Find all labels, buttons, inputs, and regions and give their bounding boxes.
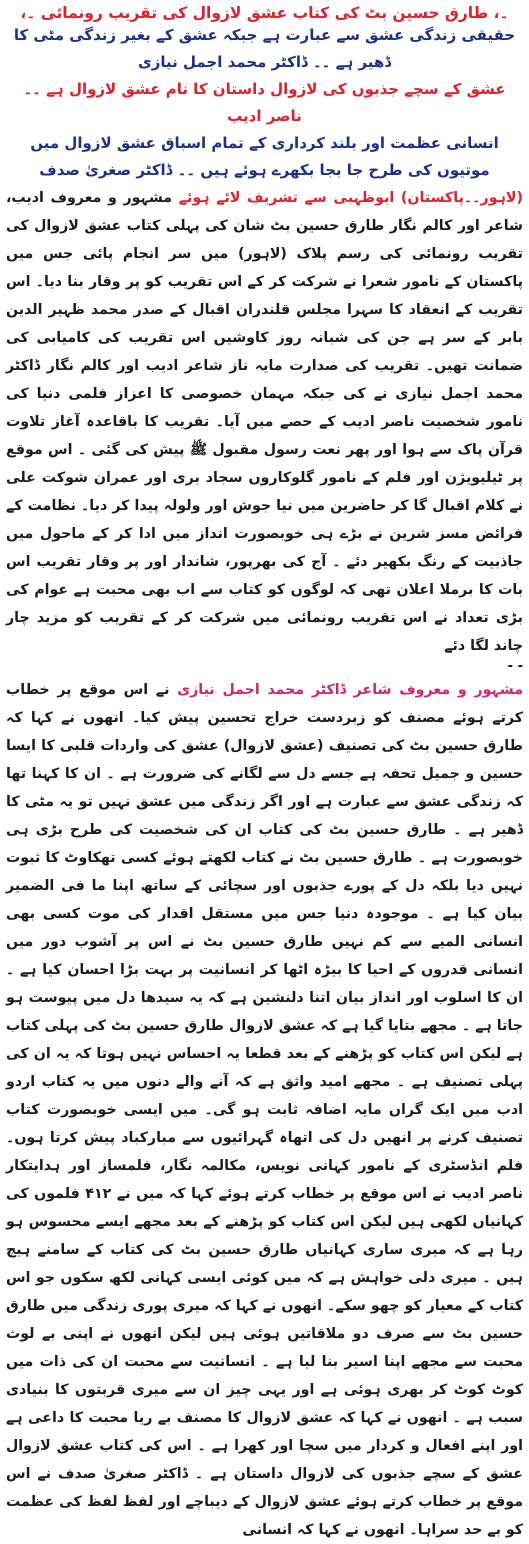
quote-nasir-adeeb: عشق کے سچے جذبوں کی لازوال داستان کا نام عشق لازوال ہے ۔۔ ناصر ادیب — [23, 80, 506, 125]
paragraph-2-lead: مشہور و معروف شاعر ڈاکٹر محمد اجمل نیازی — [177, 682, 523, 698]
article-heading — [6, 4, 523, 184]
quote-sughra-sadaf: انسانی عظمت اور بلند کرداری کے تمام اسباق عشق لازوال میں موتیوں کی طرح جا بجا بکھرے ہوئے ہیں ۔۔ ڈاکٹر صغریٰ صدف — [30, 134, 499, 179]
paragraph-1-lead: (لاہور۔۔پاکستان) ابوظہبی سے تشریف لائے ہوئے — [178, 190, 523, 206]
article-paragraph-1 — [6, 184, 523, 660]
article-title: ۔، طارق حسین بٹ کی کتاب عشق لازوال کی تقریب رونمائی ۔، — [20, 4, 509, 22]
paragraph-2-body: نے اس موقع پر خطاب کرتے ہوئے مصنف کو زبردست خراج تحسین پیش کیا۔ انھوں نے کہا کہ طارق حسین بٹ کی تصنیف (عشق لازوال) عشق کی واردات قلبی کا ایسا حسین و جمیل تحفہ ہے جسے دل سے لگانے کی ضرورت ہے ۔ ان کا کہنا تھا کہ زندگی عشق سے عبارت ہے اور اگر زندگی میں عشق نہیں تو یہ مٹی کا ڈھیر ہے ۔ طارق حسین بٹ کی کتاب ان کی شخصیت کی طرح بڑی ہی خوبصورت ہے ۔ طارق حسین بٹ نے کتاب لکھتے ہوئے کسی تھکاوٹ کا ثبوت نہیں دیا بلکہ دل کے پورے جذبوں اور سچائی کے ساتھ اپنا ما فی الضمیر بیان کیا ہے ۔ موجودہ دنیا جس میں مستقل اقدار کی موت کسی بھی انسانی المیے سے کم نہیں طارق حسین بٹ نے اس پر آشوب دور میں انسانی قدروں کے احیا کا بیڑہ اٹھا کر انسانیت پر بہت بڑا احسان کیا ہے ۔ ان کا اسلوب اور انداز بیان اتنا دلنشین ہے کہ یہ سیدھا دل میں پیوست ہو جاتا ہے ۔ مجھے بتایا گیا ہے کہ عشق لازوال طارق حسین بٹ کی پہلی کتاب ہے لیکن اس کتاب کو پڑھنے کے بعد قطعا یہ احساس نہیں ہوتا کہ یہ ان کی پہلی تصنیف ہے ۔ مجھے امید واثق ہے کہ آنے والے دنوں میں یہ کتاب اردو ادب میں ایک گراں مایہ اضافہ ثابت ہو گی۔ میں ایسی خوبصورت کتاب تصنیف کرنے پر انھیں دل کی اتھاہ گہرائیوں سے مبارکباد پیش کرتا ہوں۔ فلم انڈسٹری کے نامور کہانی نویس، مکالمہ نگار، فلمساز اور ہدایتکار ناصر ادیب نے اس موقع پر خطاب کرتے ہوئے کہا کہ میں نے ۴۱۲ فلموں کی کہانیاں لکھی ہیں لیکن اس کتاب کو پڑھنے کے بعد مجھے ایسے محسوس ہو رہا ہے کہ میری ساری کہانیاں طارق حسین بٹ کی کتاب کے سامنے ہیچ ہیں ۔ میری دلی خواہش ہے کہ میں کوئی ایسی کہانی لکھ سکوں جو اس کتاب کے معیار کو چھو سکے۔ انھوں نے کہا کہ میری پوری زندگی میں طارق حسین بٹ سے صرف دو ملاقاتیں ہوئی ہیں لیکن انھوں نے اپنی بے لوث محبت سے مجھے اپنا اسیر بنا لیا ہے ۔ انسانیت سے محبت ان کی ذات میں کوٹ کوٹ کر بھری ہوئی ہے اور یہی چیز ان سے میری قربتوں کا بنیادی سبب ہے ۔ انھوں نے کہا کہ عشق لازوال کا مصنف بے ریا محبت کا داعی ہے اور اپنے افعال و کردار میں سچا اور کھرا ہے ۔ اس کی کتاب عشق لازوال عشق کے سچے جذبوں کی لازوال داستان ہے ۔ ڈاکٹر صغریٰ صدف نے اس موقع پر خطاب کرتے ہوئے عشق لازوال کے دیباچے اور لفظ لفظ کی عظمت کو بے حد سراہا۔ انھوں نے کہا کہ انسانی — [6, 682, 523, 1538]
article-paragraph-2 — [6, 676, 523, 1544]
quote-ajmal-niazi: حقیقی زندگی عشق سے عبارت ہے جبکہ عشق کے بغیر زندگی مٹی کا ڈھیر ہے ۔۔ ڈاکٹر محمد اجمل نیازی — [13, 26, 516, 71]
paragraph-separator: - - — [507, 659, 523, 674]
paragraph-1-body: مشہور و معروف ادیب، شاعر اور کالم نگار طارق حسین بٹ شان کی پہلی کتاب عشق لازوال کی تقریب رونمائی کی رسم پلاک (لاہور) میں سر انجام پائی جس میں پاکستان کے نامور شعرا نے شرکت کر کے اس تقریب کو پر وقار بنا دیا۔ اس تقریب کے انعقاد کا سہرا مجلس قلندران اقبال کے صدر محمد ظہیر الدین بابر کے سر ہے جن کی شبانہ روز کاوشیں اس تقریب کی کامیابی کی ضمانت تھیں۔ تقریب کی صدارت مایہ ناز شاعر ادیب اور کالم نگار ڈاکٹر محمد اجمل نیازی نے کی جبکہ مہمان خصوصی کا اعزاز فلمی دنیا کی نامور شخصیت ناصر ادیب کے حصے میں آیا۔ تقریب کا باقاعدہ آغاز تلاوت قرآن پاک سے ہوا اور پھر نعت رسول مقبول ﷺ پیش کی گئی ۔ اس موقع پر ٹیلیویژن اور فلم کے نامور گلوکاروں سجاد بری اور عمران شوکت علی نے کلام اقبال گا کر حاضرین میں نیا جوش اور ولولہ پیدا کر دیا۔ نظامت کے فرائض مسز شرین نے بڑے ہی خوبصورت انداز میں ادا کر کے ماحول میں جاذبیت کے رنگ بکھیر دئے ۔ آج کی بھرپور، شاندار اور پر وقار تقریب اس بات کا برملا اعلان تھی کہ لوگوں کو کتاب سے اب بھی محبت ہے عوام کی بڑی تعداد نے اس تقریب رونمائی میں شرکت کر کے تقریب کو مزید چار چاند لگا دئے — [6, 190, 523, 654]
